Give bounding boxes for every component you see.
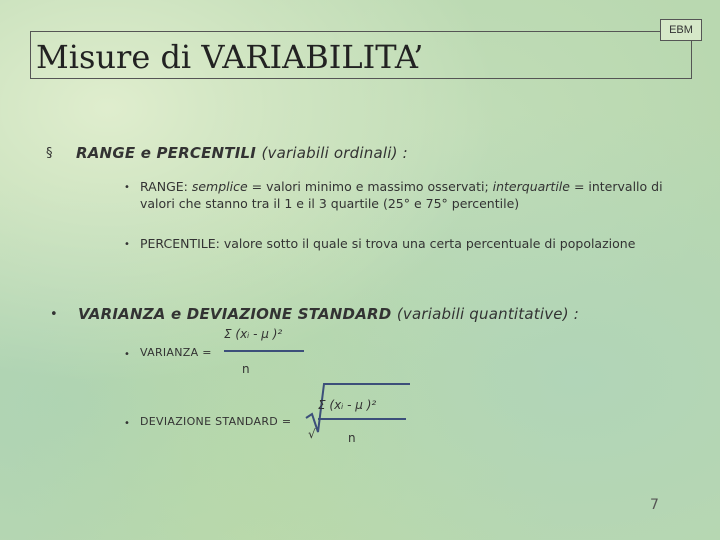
range-line2: valori che stanno tra il 1 e il 3 quartile (25° e 75° percentile): [140, 196, 520, 211]
section-bullet: §: [46, 146, 53, 161]
std-dev-root-symbol: √: [308, 427, 316, 441]
heading-paren: (variabili quantitative) :: [396, 305, 579, 323]
variance-denominator: n: [242, 362, 250, 376]
std-dev-fraction-line: [318, 418, 406, 420]
percentile-item: PERCENTILE: valore sotto il quale si trova una certa percentuale di popolazione: [140, 236, 636, 251]
list-bullet: •: [124, 239, 130, 250]
heading-paren: (variabili ordinali) :: [261, 144, 408, 162]
heading-text: RANGE e PERCENTILI: [76, 144, 257, 162]
std-dev-denominator: n: [348, 431, 356, 445]
range-mid: = valori minimo e massimo osservati;: [247, 179, 493, 194]
range-tail: = intervallo di: [569, 179, 663, 194]
section-heading-range: [76, 144, 408, 162]
list-bullet: •: [124, 349, 130, 360]
section-bullet: •: [50, 307, 58, 322]
section-heading-variance: [78, 305, 579, 323]
page-number: 7: [650, 497, 659, 513]
range-term-simple: semplice: [191, 179, 248, 194]
variance-label: VARIANZA =: [140, 346, 212, 359]
std-dev-label: DEVIAZIONE STANDARD =: [140, 415, 292, 428]
variance-numerator: Σ (xᵢ - μ )²: [224, 327, 283, 341]
page-title: Misure di VARIABILITA’: [36, 38, 424, 76]
std-dev-numerator: Σ (xᵢ - μ )²: [318, 398, 377, 412]
range-term-interquartile: interquartile: [492, 179, 570, 194]
heading-text: VARIANZA e DEVIAZIONE STANDARD: [78, 305, 392, 323]
ebm-badge: EBM: [660, 19, 702, 41]
variance-fraction-line: [224, 350, 304, 352]
list-bullet: •: [124, 182, 130, 193]
list-bullet: •: [124, 418, 130, 429]
range-lead: RANGE:: [140, 179, 192, 194]
range-item: [140, 178, 663, 212]
